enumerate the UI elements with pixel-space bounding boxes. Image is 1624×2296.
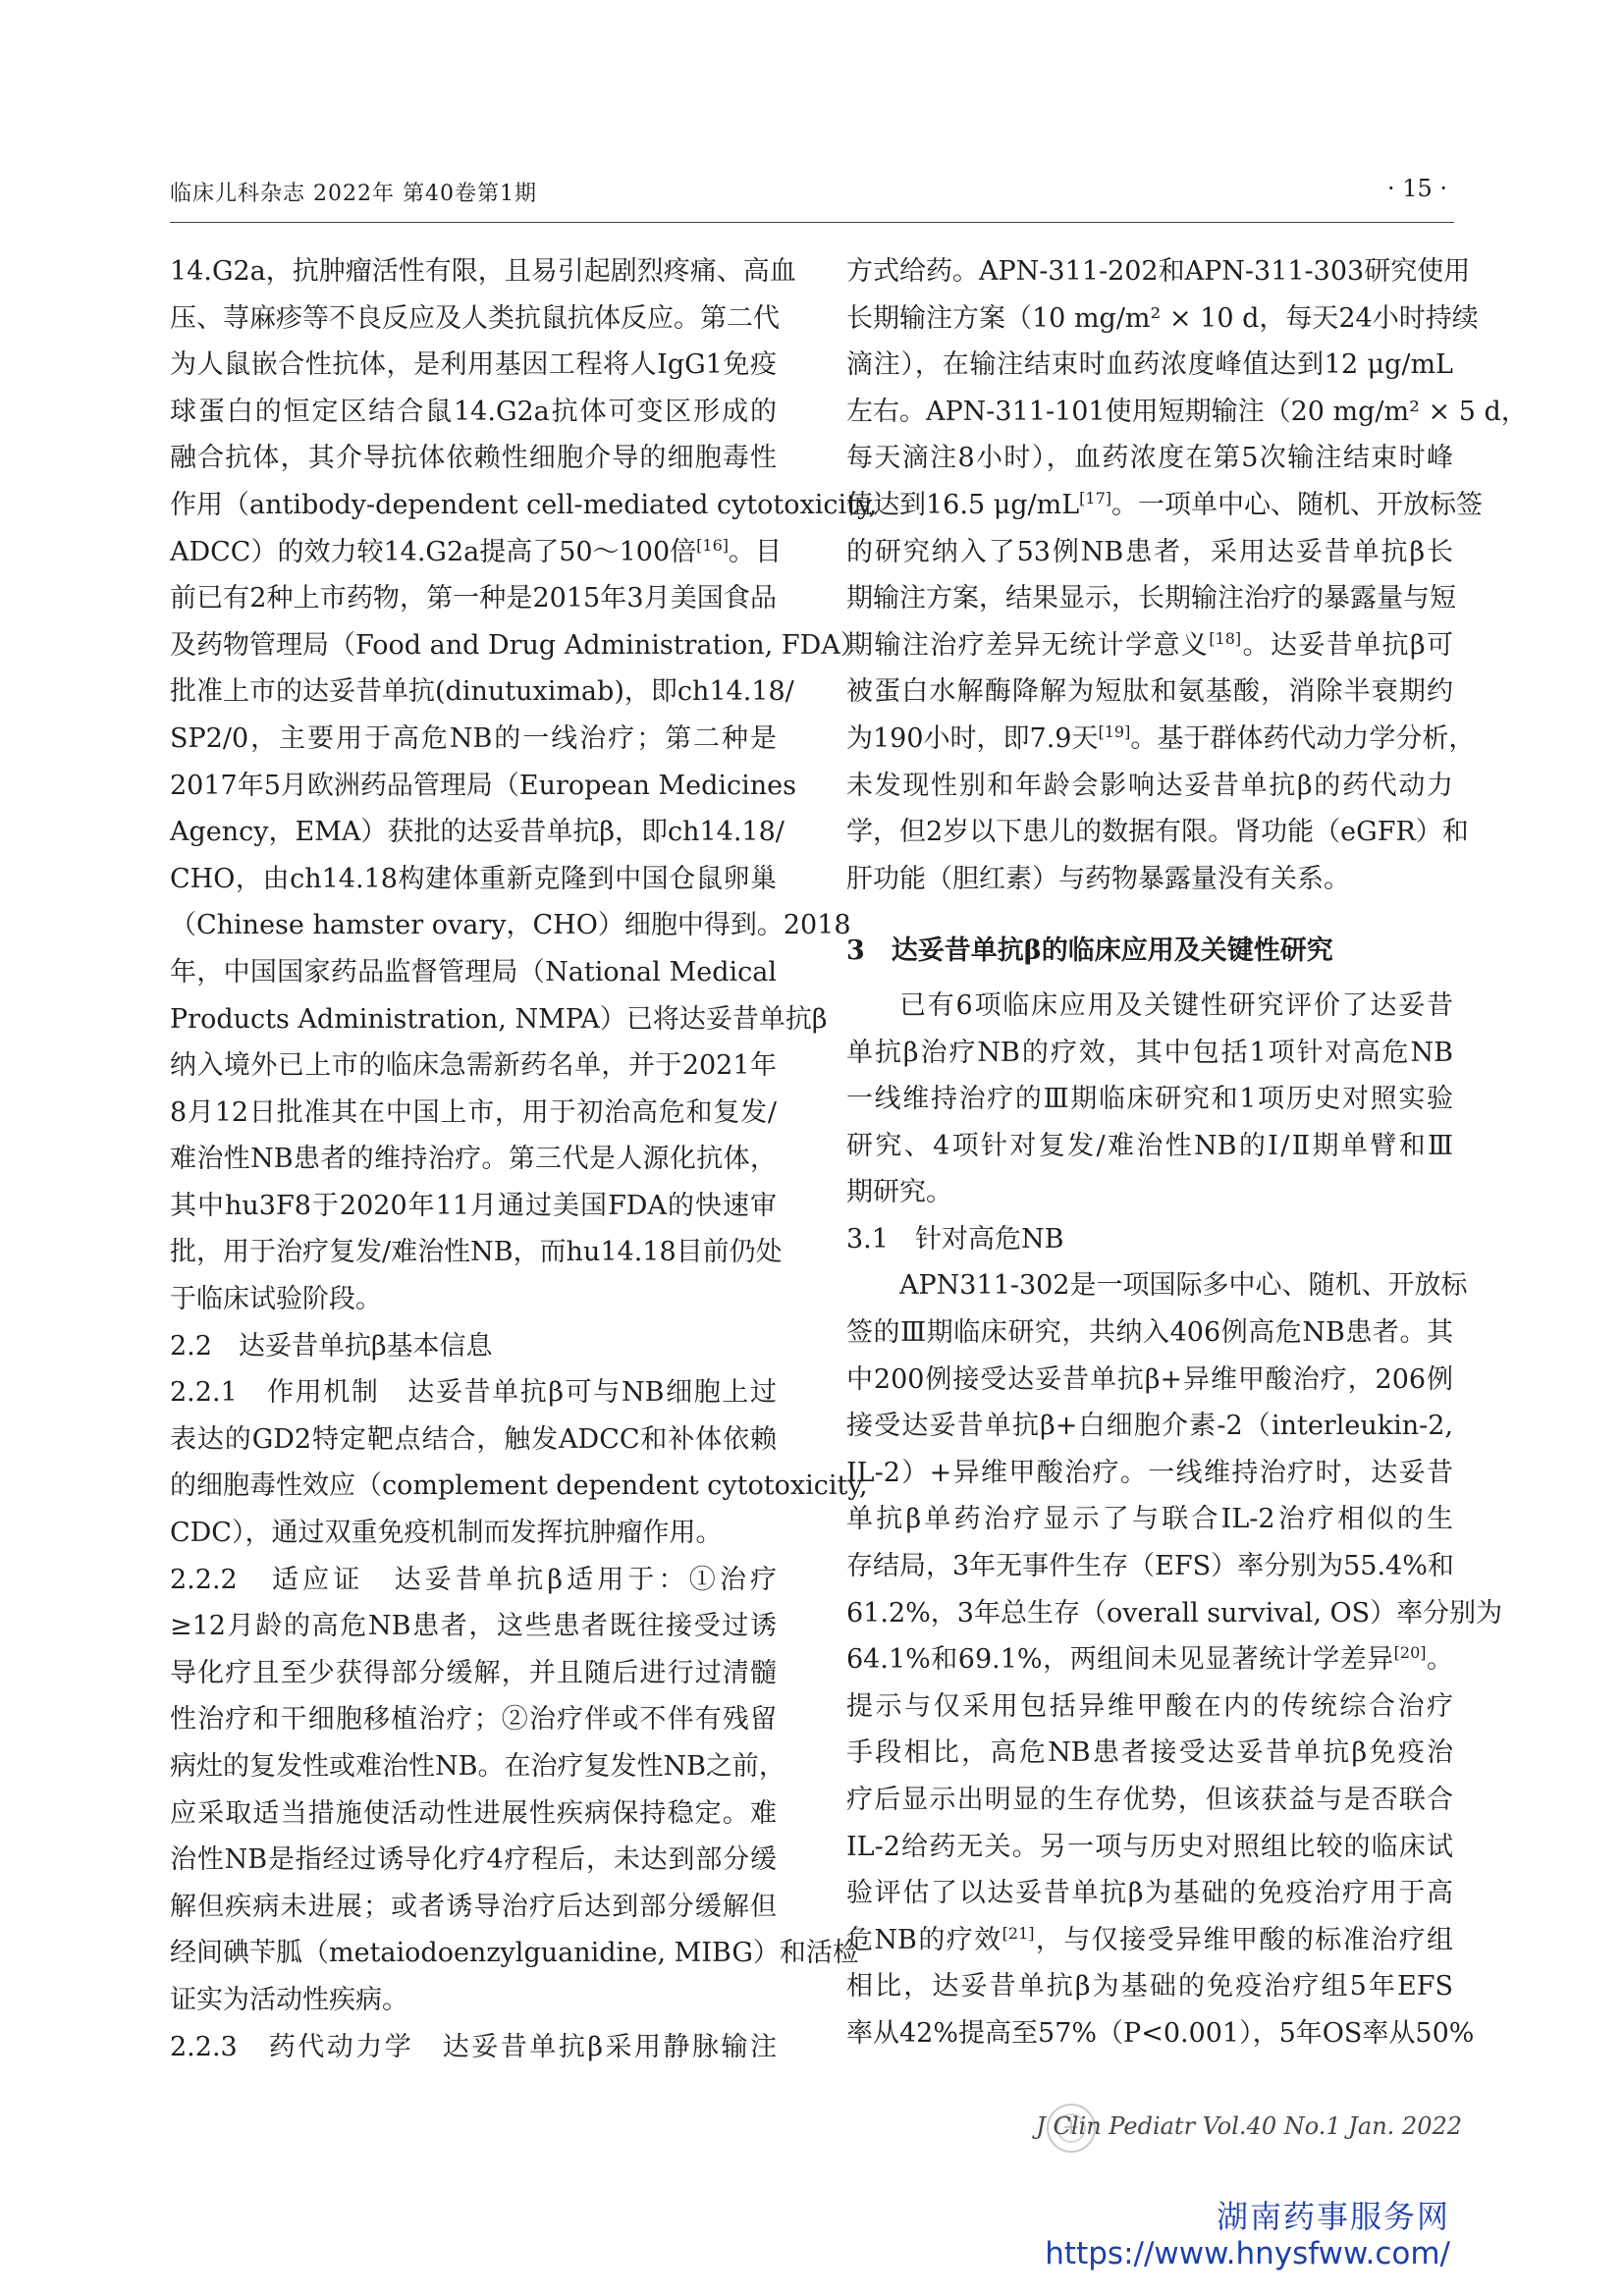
text-line: 61.2%，3年总生存（overall survival, OS）率分别为 [846,1597,1503,1629]
text-line: 已有6项临床应用及关键性研究评价了达妥昔 [899,989,1453,1021]
right-column [846,248,1528,2057]
running-header-journal: 临床儿科杂志 2022年 第40卷第1期 [170,182,537,206]
text-line: 病灶的复发性或难治性NB。在治疗复发性NB之前， [170,1751,785,1782]
text-line: 验评估了以达妥昔单抗β为基础的免疫治疗用于高 [846,1878,1453,1909]
text-line: 一线维持治疗的Ⅲ期临床研究和1项历史对照实验 [846,1084,1453,1115]
text-line: 前已有2种上市药物，第一种是2015年3月美国食品 [170,583,777,614]
text-line: CHO，由ch14.18构建体重新克隆到中国仓鼠卵巢 [170,863,777,894]
text-line: 批准上市的达妥昔单抗(dinutuximab)，即ch14.18/ [170,676,794,708]
text-line: 2.2 达妥昔单抗β基本信息 [170,1330,493,1362]
text-line: 其中hu3F8于2020年11月通过美国FDA的快速审 [170,1190,777,1221]
citation-marker: [21] [1001,1923,1035,1943]
text-line: 期研究。 [846,1177,952,1208]
citation-marker: [16] [696,535,729,555]
text-line: 14.G2a，抗肿瘤活性有限，且易引起剧烈疼痛、高血 [170,256,796,287]
text-line: 应采取适当措施使活动性进展性疾病保持稳定。难 [170,1797,777,1829]
text-line: 手段相比，高危NB患者接受达妥昔单抗β免疫治 [846,1737,1453,1769]
text-line: 证实为活动性疾病。 [170,1984,408,2015]
text-line: 的细胞毒性效应（complement dependent cytotoxicity, [170,1470,868,1502]
text-line: 年，中国国家药品监督管理局（National Medical [170,956,777,988]
text-line: 被蛋白水解酶降解为短肽和氨基酸，消除半衰期约 [846,676,1453,708]
text-line: ≥12月龄的高危NB患者，这些患者既往接受过诱 [170,1611,777,1642]
text-line: 每天滴注8小时），血药浓度在第5次输注结束时峰 [846,443,1453,474]
text-line: 压、荨麻疹等不良反应及人类抗鼠抗体反应。第二代 [170,302,780,334]
text-line: 中200例接受达妥昔单抗β+异维甲酸治疗，206例 [846,1363,1453,1395]
text-line: 为190小时，即7.9天[19]。基于群体药代动力学分析， [846,721,1476,754]
text-line: 性治疗和干细胞移植治疗；②治疗伴或不伴有残留 [170,1704,777,1735]
text-line: 相比，达妥昔单抗β为基础的免疫治疗组5年EFS [846,1971,1453,2002]
text-line: 长期输注方案（10 mg/m² × 10 d，每天24小时持续 [846,302,1479,334]
citation-marker: [19] [1098,721,1131,741]
text-line: IL-2）+异维甲酸治疗。一线维持治疗时，达妥昔 [846,1457,1453,1488]
citation-marker: [20] [1393,1643,1427,1663]
text-line: 2017年5月欧洲药品管理局（European Medicines [170,770,797,801]
watermark-site-url: https://www.hnysfww.com/ [1045,2236,1450,2271]
text-line: 提示与仅采用包括异维甲酸在内的传统综合治疗 [846,1690,1453,1722]
text-line: 治性NB是指经过诱导化疗4疗程后，未达到部分缓 [170,1844,777,1876]
text-line: 单抗β治疗NB的疗效，其中包括1项针对高危NB [846,1037,1453,1068]
text-line: 接受达妥昔单抗β+白细胞介素-2（interleukin-2, [846,1411,1453,1442]
text-line: 存结局，3年无事件生存（EFS）率分别为55.4%和 [846,1551,1454,1582]
text-line: 经间碘苄胍（metaiodoenzylguanidine, MIBG）和活检 [170,1938,859,1969]
text-line: 表达的GD2特定靶点结合，触发ADCC和补体依赖 [170,1423,777,1455]
watermark-site-name: 湖南药事服务网 [1216,2198,1450,2235]
footer-journal-citation: J Clin Pediatr Vol.40 No.1 Jan. 2022 [1036,2112,1462,2140]
text-line: Products Administration, NMPA）已将达妥昔单抗β [170,1003,828,1035]
text-line: 及药物管理局（Food and Drug Administration, FDA） [170,629,867,661]
text-line: Agency，EMA）获批的达妥昔单抗β，即ch14.18/ [170,817,785,848]
text-line: 值达到16.5 μg/mL[17]。一项单中心、随机、开放标签 [846,488,1484,520]
text-line: 2.2.1 作用机制 达妥昔单抗β可与NB细胞上过 [170,1377,777,1409]
text-line: 球蛋白的恒定区结合鼠14.G2a抗体可变区形成的 [170,396,777,427]
text-line: IL-2给药无关。另一项与历史对照组比较的临床试 [846,1831,1453,1862]
text-line: 未发现性别和年龄会影响达妥昔单抗β的药代动力 [846,770,1453,801]
citation-marker: [18] [1209,628,1242,648]
text-line: 批，用于治疗复发/难治性NB，而hu14.18目前仍处 [170,1237,783,1268]
text-line: 64.1%和69.1%，两组间未见显著统计学差异[20]。 [846,1643,1454,1676]
text-line: 签的Ⅲ期临床研究，共纳入406例高危NB患者。其 [846,1317,1453,1349]
text-line: 学，但2岁以下患儿的数据有限。肾功能（eGFR）和 [846,817,1469,848]
text-line: 导化疗且至少获得部分缓解，并且随后进行过清髓 [170,1657,777,1688]
running-header-page-number: · 15 · [1386,175,1447,202]
text-line: 3.1 针对高危NB [846,1223,1064,1255]
text-line: 2.2.2 适应证 达妥昔单抗β适用于：①治疗 [170,1564,777,1595]
left-column [170,248,878,2070]
text-line: APN311-302是一项国际多中心、随机、开放标 [899,1270,1468,1302]
text-line: 研究、4项针对复发/难治性NB的Ⅰ/Ⅱ期单臂和Ⅲ [846,1130,1453,1161]
text-line: 期输注治疗差异无统计学意义[18]。达妥昔单抗β可 [846,628,1454,661]
text-line: 肝功能（胆红素）与药物暴露量没有关系。 [846,863,1350,894]
text-line: 8月12日批准其在中国上市，用于初治高危和复发/ [170,1096,777,1128]
text-line: 作用（antibody-dependent cell-mediated cytotoxicity, [170,489,878,520]
text-line: 解但疾病未进展；或者诱导治疗后达到部分缓解但 [170,1891,777,1922]
text-line: 融合抗体，其介导抗体依赖性细胞介导的细胞毒性 [170,443,777,474]
header-rule [170,222,1454,223]
text-line: CDC），通过双重免疫机制而发挥抗肿瘤作用。 [170,1518,723,1549]
text-line: 期输注方案，结果显示，长期输注治疗的暴露量与短 [846,583,1456,614]
text-line: 的研究纳入了53例NB患者，采用达妥昔单抗β长 [846,536,1453,567]
text-line: SP2/0，主要用于高危NB的一线治疗；第二种是 [170,722,777,754]
text-line: 纳入境外已上市的临床急需新药名单，并于2021年 [170,1050,777,1082]
text-line: 滴注），在输注结束时血药浓度峰值达到12 μg/mL [846,349,1453,381]
text-line: 疗后显示出明显的生存优势，但该获益与是否联合 [846,1785,1453,1815]
text-line: 方式给药。APN-311-202和APN-311-303研究使用 [846,256,1471,287]
section-heading: 3 达妥昔单抗β的临床应用及关键性研究 [846,935,1333,967]
text-line: 单抗β单药治疗显示了与联合IL-2治疗相似的生 [846,1504,1453,1535]
text-line: 率从42%提高至57%（P<0.001），5年OS率从50% [846,2017,1475,2049]
text-line: （Chinese hamster ovary，CHO）细胞中得到。2018 [170,910,851,941]
text-line: 为人鼠嵌合性抗体，是利用基因工程将人IgG1免疫 [170,349,777,381]
text-line: 于临床试验阶段。 [170,1284,382,1315]
text-line: ADCC）的效力较14.G2a提高了50～100倍[16]。目 [170,535,782,567]
text-line: 危NB的疗效[21]，与仅接受异维甲酸的标准治疗组 [846,1923,1453,1955]
text-line: 左右。APN-311-101使用短期输注（20 mg/m² × 5 d， [846,396,1528,427]
citation-marker: [17] [1079,488,1112,507]
text-line: 2.2.3 药代动力学 达妥昔单抗β采用静脉输注 [170,2031,777,2062]
text-line: 难治性NB患者的维持治疗。第三代是人源化抗体， [170,1144,777,1175]
